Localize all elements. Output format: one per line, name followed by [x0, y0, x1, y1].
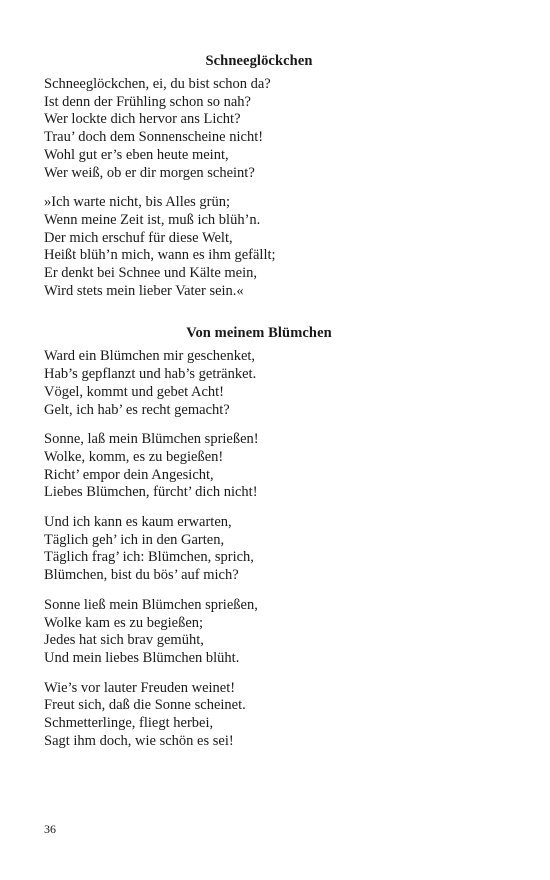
verse-line: Ist denn der Frühling schon so nah? [44, 93, 251, 110]
verse-line: Wie’s vor lauter Freuden weinet! [44, 679, 236, 696]
verse-line: Wolke kam es zu begießen; [44, 614, 204, 631]
verse-line: Sagt ihm doch, wie schön es sei! [44, 732, 234, 749]
stanza [44, 680, 474, 751]
verse-line: Täglich frag’ ich: Blümchen, sprich, [44, 549, 254, 566]
stanza [44, 514, 474, 585]
verse-line: Ward ein Blümchen mir geschenket, [44, 348, 256, 365]
verse-line: Freut sich, daß die Sonne scheinet. [44, 697, 246, 714]
verse-line: Wenn meine Zeit ist, muß ich blüh’n. [44, 211, 261, 228]
stanza [44, 431, 474, 502]
verse-line: Schmetterlinge, fliegt herbei, [44, 715, 214, 732]
verse-line: Heißt blüh’n mich, wann es ihm gefällt; [44, 247, 276, 264]
verse-line: Vögel, kommt und gebet Acht! [44, 383, 225, 400]
stanza [44, 194, 474, 300]
poem-body [44, 348, 474, 750]
verse-line: Schneeglöckchen, ei, du bist schon da? [44, 76, 271, 92]
verse-line: Er denkt bei Schnee und Kälte mein, [44, 265, 258, 282]
poem-schneegloeckchen [44, 52, 474, 300]
verse-line: Und ich kann es kaum erwarten, [44, 514, 232, 531]
verse-line: Gelt, ich hab’ es recht gemacht? [44, 401, 230, 418]
stanza [44, 597, 474, 668]
verse-line: Sonne, laß mein Blümchen sprießen! [44, 431, 259, 448]
verse-line: Liebes Blümchen, fürcht’ dich nicht! [44, 484, 258, 501]
verse-line: Wohl gut er’s eben heute meint, [44, 146, 229, 163]
verse-line: Wird stets mein lieber Vater sein.« [44, 282, 244, 299]
verse-line: Und mein liebes Blümchen blüht. [44, 649, 240, 666]
verse-line: Trau’ doch dem Sonnenscheine nicht! [44, 129, 264, 146]
page-number: 36 [44, 822, 56, 836]
verse-line: Täglich geh’ ich in den Garten, [44, 531, 225, 548]
stanza [44, 348, 474, 419]
poem-von-meinem-bluemchen [44, 324, 474, 750]
poem-title: Von meinem Blümchen [186, 325, 332, 342]
verse-line: »Ich warte nicht, bis Alles grün; [44, 194, 231, 211]
poem-title: Schneeglöckchen [205, 53, 313, 69]
verse-line: Blümchen, bist du bös’ auf mich? [44, 567, 239, 584]
verse-line: Der mich erschuf für diese Welt, [44, 229, 233, 246]
verse-line: Hab’s gepflanzt und hab’s getränket. [44, 366, 257, 383]
book-page [44, 52, 474, 763]
verse-line: Wolke, komm, es zu begießen! [44, 448, 224, 465]
verse-line: Richt’ empor dein Angesicht, [44, 466, 214, 483]
verse-line: Wer weiß, ob er dir morgen scheint? [44, 164, 255, 181]
verse-line: Jedes hat sich brav gemüht, [44, 632, 204, 649]
verse-line: Sonne ließ mein Blümchen sprießen, [44, 596, 258, 613]
poem-body [44, 76, 474, 300]
verse-line: Wer lockte dich hervor ans Licht? [44, 111, 241, 128]
stanza [44, 76, 474, 182]
